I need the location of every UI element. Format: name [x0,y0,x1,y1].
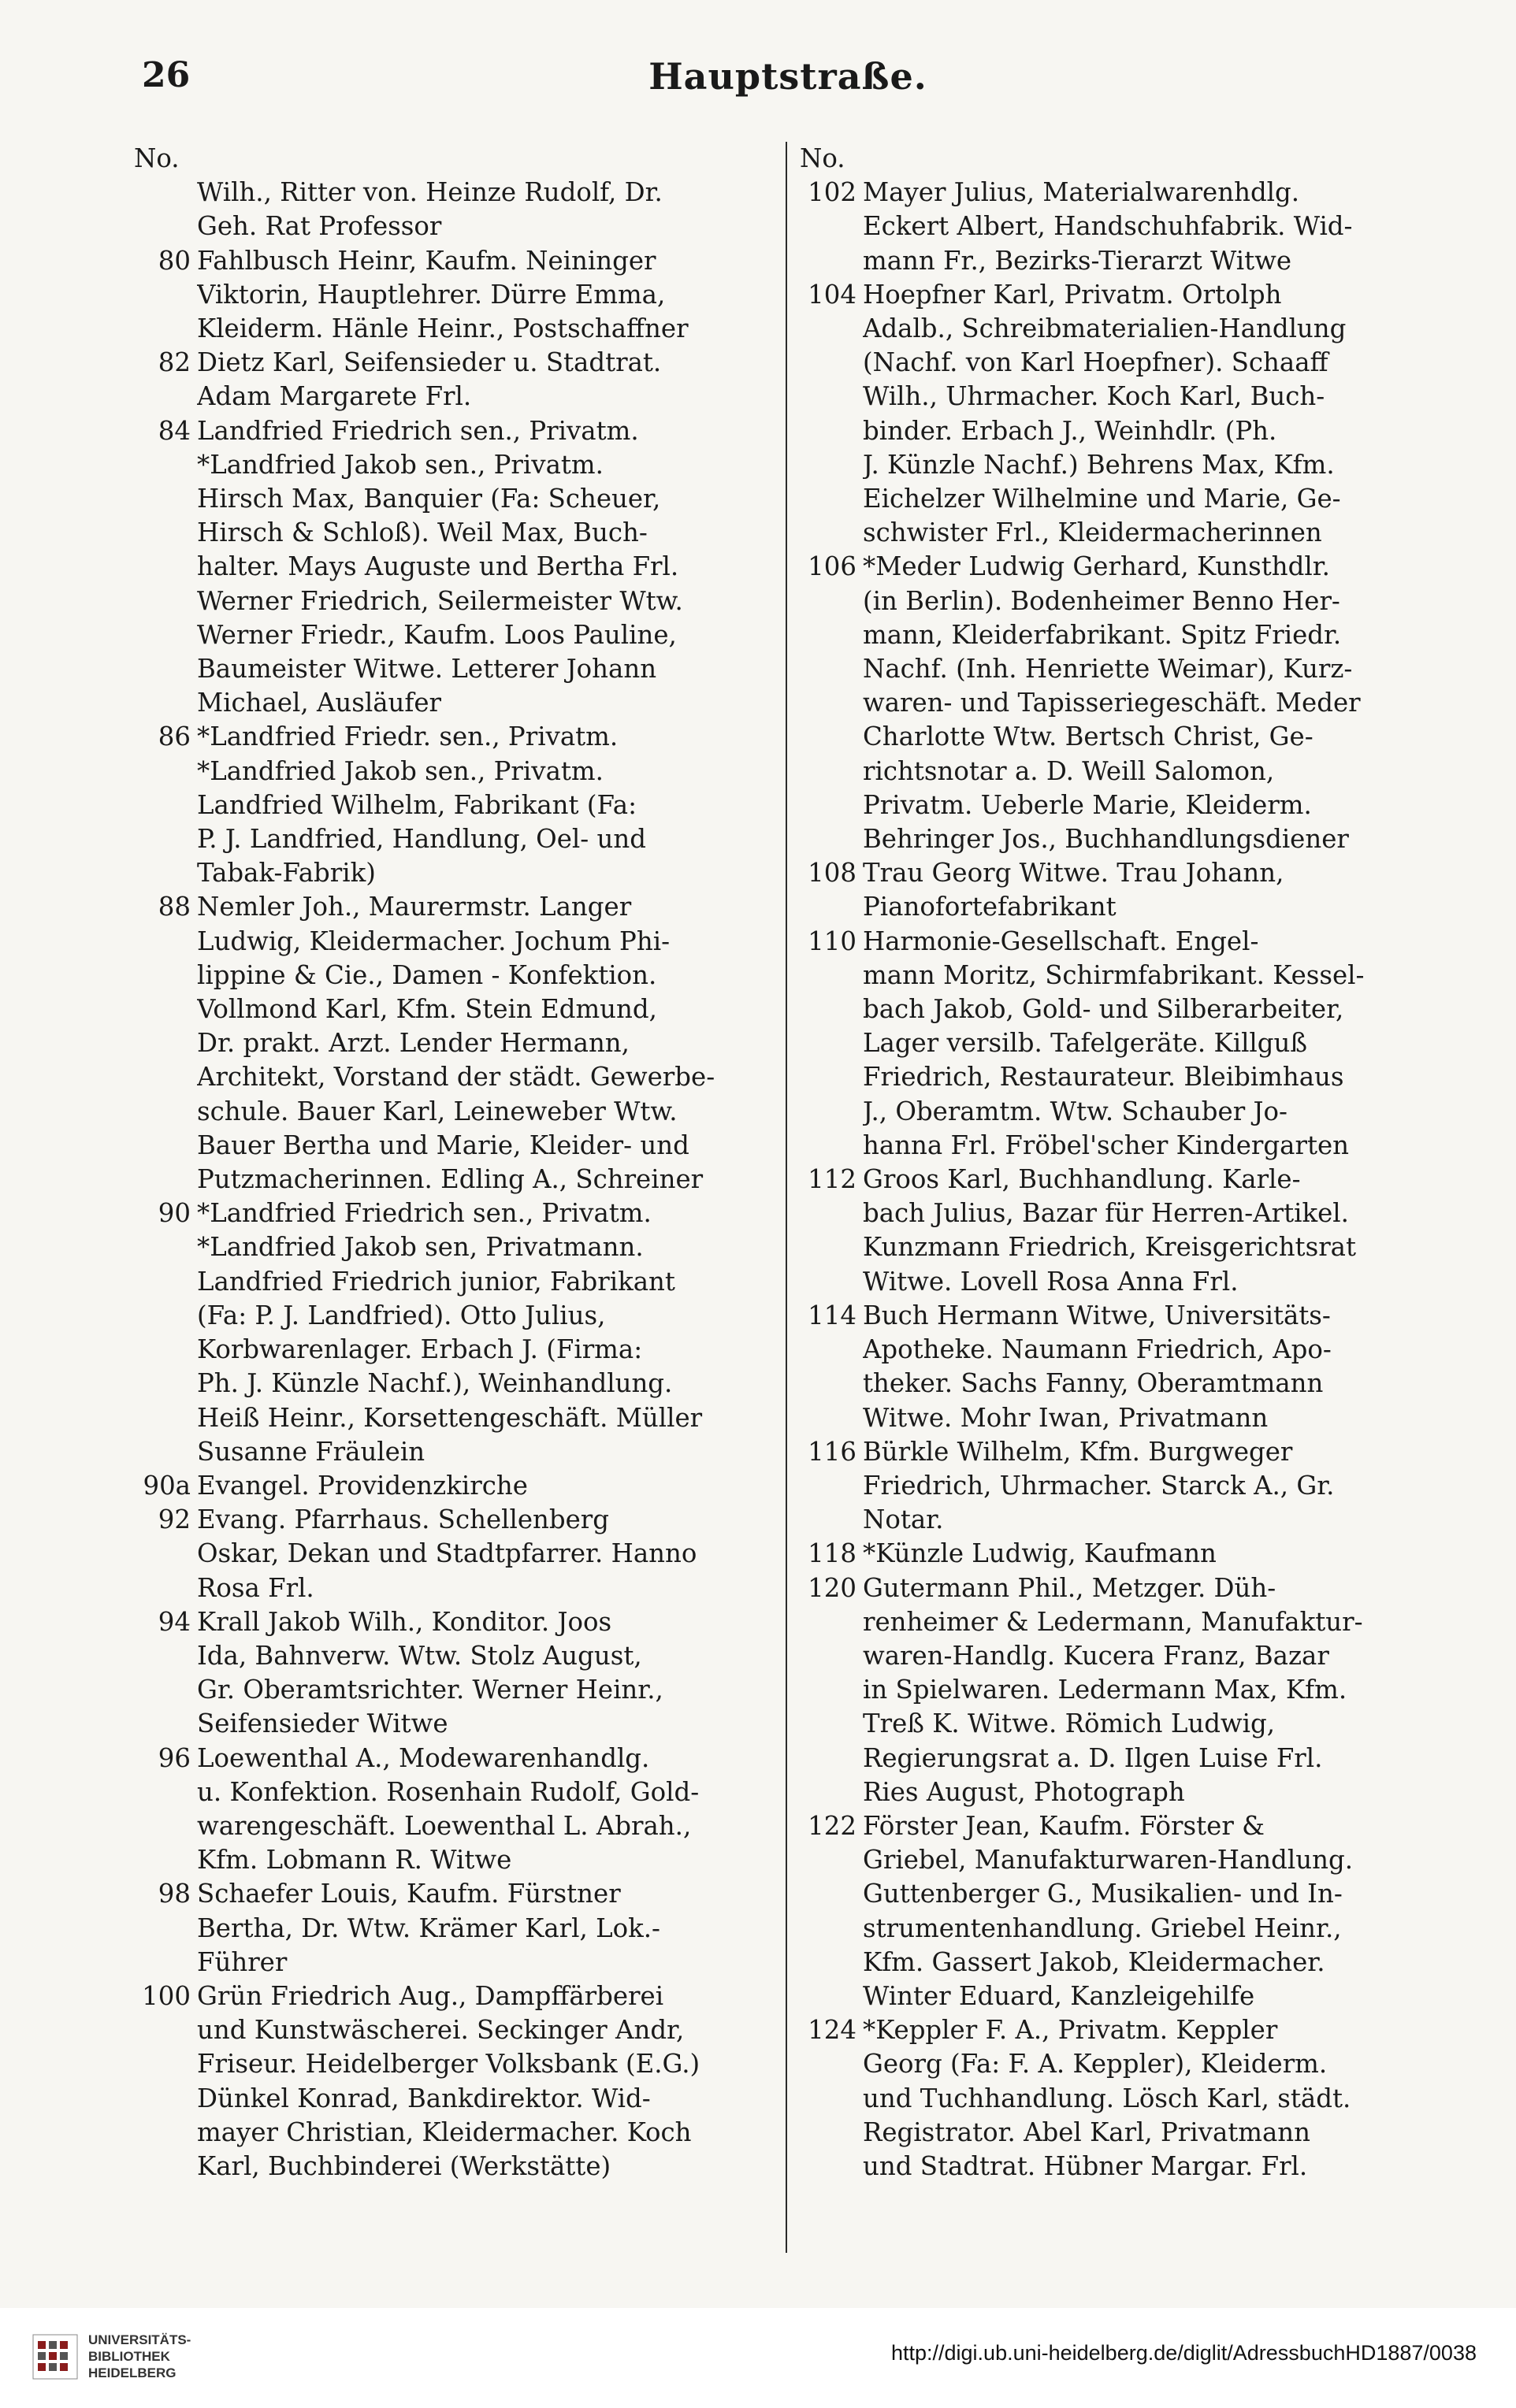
entry-line: (Nachf. von Karl Hoepfner). Schaaff [863,347,1328,378]
entry-line: Ludwig, Kleidermacher. Jochum Phi- [197,926,671,956]
entry-line: Hirsch Max, Banquier (Fa: Scheuer, [197,484,661,514]
entry-line: bach Jakob, Gold- und Silberarbeiter, [863,994,1344,1025]
entry-line: J. Künzle Nachf.) Behrens Max, Kfm. [863,449,1335,480]
entry-line: Winter Eduard, Kanzleigehilfe [863,1980,1255,2011]
entry-line: Bürkle Wilhelm, Kfm. Burgweger [863,1436,1293,1467]
house-number: 90 [158,1198,191,1229]
entry-line: Rosa Frl. [197,1572,314,1603]
entry-line: Dr. prakt. Arzt. Lender Hermann, [197,1028,630,1059]
entry-line: Krall Jakob Wilh., Konditor. Joos [197,1606,612,1637]
entry-line: richtsnotar a. D. Weill Salomon, [863,755,1275,786]
entry-line: schwister Frl., Kleidermacherinnen [863,518,1322,548]
entry-line: Kleiderm. Hänle Heinr., Postschaffner [197,314,689,343]
library-name-line: HEIDELBERG [88,2365,176,2380]
house-number: 88 [158,892,191,922]
house-number: 90a [143,1470,191,1501]
directory-entry [134,176,764,243]
directory-entry [800,176,1430,278]
entry-line: strumentenhandlung. Griebel Heinr., [863,1913,1342,1943]
entry-line: in Spielwaren. Ledermann Max, Kfm. [863,1675,1347,1705]
entry-line: (Fa: P. J. Landfried). Otto Julius, [197,1300,606,1330]
house-number: 106 [808,551,856,582]
entry-line: Eckert Albert, Handschuhfabrik. Wid- [863,211,1353,242]
entry-line: Architekt, Vorstand der städt. Gewerbe- [197,1062,715,1093]
entry-line: Harmonie-Gesellschaft. Engel- [863,926,1259,956]
entry-line: halter. Mays Auguste und Bertha Frl. [197,551,679,582]
entry-line: Adalb., Schreibmaterialien-Handlung [863,314,1347,343]
directory-entry [134,1742,764,1878]
entry-line: Hirsch & Schloß). Weil Max, Buch- [197,518,648,548]
entry-line: warengeschäft. Loewenthal L. Abrah., [197,1810,692,1841]
entry-line: Korbwarenlager. Erbach J. (Firma: [197,1334,643,1365]
entry-line: Friseur. Heidelberger Volksbank (E.G.) [197,2049,700,2080]
house-number: 92 [158,1505,191,1535]
entry-line: Karl, Buchbinderei (Werkstätte) [197,2150,611,2181]
directory-entry [800,278,1430,551]
entry-line: Bauer Bertha und Marie, Kleider- und [197,1130,689,1160]
entry-line: Schaefer Louis, Kaufm. Fürstner [197,1879,621,1909]
directory-entry [134,346,764,414]
house-number: 84 [158,415,191,446]
house-number: 116 [808,1436,856,1467]
entry-line: Viktorin, Hauptlehrer. Dürre Emma, [197,279,666,310]
entry-line: Tabak-Fabrik) [197,858,376,889]
entry-line: Lager versilb. Tafelgeräte. Killguß [863,1028,1308,1059]
entry-line: *Meder Ludwig Gerhard, Kunsthdlr. [863,551,1330,582]
house-number: 94 [158,1606,191,1637]
entry-line: Guttenberger G., Musikalien- und In- [863,1879,1343,1909]
house-number: 112 [808,1164,856,1195]
page-header [142,55,1434,110]
entry-line: und Kunstwäscherei. Seckinger Andr, [197,2015,685,2046]
entry-line: und Stadtrat. Hübner Margar. Frl. [863,2150,1308,2181]
entry-line: mann, Kleiderfabrikant. Spitz Friedr. [863,619,1342,650]
house-number: 96 [158,1742,191,1773]
entry-line: *Landfried Friedrich sen., Privatm. [197,1198,652,1229]
running-head: Hauptstraße. [648,55,927,98]
entry-line: schule. Bauer Karl, Leineweber Wtw. [197,1096,678,1126]
house-number: 102 [808,177,856,208]
entry-line: mayer Christian, Kleidermacher. Koch [197,2117,692,2147]
house-number: 120 [808,1572,856,1603]
entry-line: mann Moritz, Schirmfabrikant. Kessel- [863,959,1365,990]
entry-line: (in Berlin). Bodenheimer Benno Her- [863,585,1340,616]
directory-entry [800,1299,1430,1435]
house-number: 100 [142,1980,191,2011]
entry-line: waren- und Tapisseriegeschäft. Meder [863,688,1361,718]
directory-entry [800,1809,1430,2013]
entry-line: Witwe. Mohr Iwan, Privatmann [863,1402,1269,1433]
right-column-heading: No. [800,143,845,173]
house-number: 104 [808,279,856,310]
house-number: 114 [808,1300,856,1330]
entry-line: Landfried Friedrich sen., Privatm. [197,415,639,446]
entry-line: *Keppler F. A., Privatm. Keppler [863,2015,1278,2046]
entry-line: J., Oberamtm. Wtw. Schauber Jo- [863,1096,1287,1126]
entry-line: Georg (Fa: F. A. Keppler), Kleiderm. [863,2049,1328,2080]
entry-line: Werner Friedr., Kaufm. Loos Pauline, [197,619,677,650]
entry-line: binder. Erbach J., Weinhdlr. (Ph. [863,415,1277,446]
entry-line: Charlotte Wtw. Bertsch Christ, Ge- [863,722,1313,752]
left-entries [134,176,764,2184]
university-library-logo-icon [32,2333,79,2380]
directory-entry [800,1571,1430,1809]
entry-line: Gr. Oberamtsrichter. Werner Heinr., [197,1675,663,1705]
entry-line: Griebel, Manufakturwaren-Handlung. [863,1845,1353,1876]
directory-entry [800,2013,1430,2184]
entry-line: Vollmond Karl, Kfm. Stein Edmund, [197,994,657,1025]
entry-line: Ph. J. Künzle Nachf.), Weinhandlung. [197,1368,673,1399]
directory-entry [134,890,764,1197]
entry-line: Witwe. Lovell Rosa Anna Frl. [863,1266,1239,1297]
house-number: 86 [158,722,191,752]
entry-line: Landfried Friedrich junior, Fabrikant [197,1266,675,1297]
entry-line: waren-Handlg. Kucera Franz, Bazar [863,1640,1329,1671]
entry-line: Wilh., Ritter von. Heinze Rudolf, Dr. [197,177,663,208]
entry-line: Apotheke. Naumann Friedrich, Apo- [863,1334,1332,1365]
library-name [88,2332,191,2381]
directory-entry [134,244,764,347]
entry-line: *Landfried Jakob sen., Privatm. [197,449,604,480]
house-number: 122 [808,1810,856,1841]
entry-line: Behringer Jos., Buchhandlungsdiener [863,824,1349,855]
entry-line: Evang. Pfarrhaus. Schellenberg [197,1505,609,1535]
house-number: 124 [808,2015,856,2046]
library-name-line: BIBLIOTHEK [88,2349,170,2364]
entry-line: renheimer & Ledermann, Manufaktur- [863,1606,1363,1637]
directory-entry [134,1877,764,1979]
entry-line: Werner Friedrich, Seilermeister Wtw. [197,585,683,616]
entry-line: P. J. Landfried, Handlung, Oel- und [197,824,646,855]
entry-line: Mayer Julius, Materialwarenhdlg. [863,177,1300,208]
entry-line: und Tuchhandlung. Lösch Karl, städt. [863,2083,1351,2113]
entry-line: Friedrich, Uhrmacher. Starck A., Gr. [863,1470,1335,1501]
column-divider [786,142,787,2253]
directory-entry [800,550,1430,856]
entry-line: *Künzle Ludwig, Kaufmann [863,1538,1217,1569]
entry-line: Michael, Ausläufer [197,688,442,718]
directory-entry [134,414,764,721]
house-number: 110 [808,926,856,956]
entry-line: bach Julius, Bazar für Herren-Artikel. [863,1198,1349,1229]
entry-line: Oskar, Dekan und Stadtpfarrer. Hanno [197,1538,697,1569]
entry-line: Geh. Rat Professor [197,211,442,242]
left-column [134,142,764,2184]
entry-line: Privatm. Ueberle Marie, Kleiderm. [863,789,1312,820]
directory-entry [134,1605,764,1742]
directory-entry [800,1163,1430,1299]
directory-entry [800,1435,1430,1538]
entry-line: Putzmacherinnen. Edling A., Schreiner [197,1164,704,1195]
entry-line: Treß K. Witwe. Römich Ludwig, [863,1709,1276,1739]
house-number: 98 [158,1879,191,1909]
entry-line: Ida, Bahnverw. Wtw. Stolz August, [197,1640,642,1671]
entry-line: Loewenthal A., Modewarenhandlg. [197,1742,650,1773]
entry-line: theker. Sachs Fanny, Oberamtmann [863,1368,1324,1399]
entry-line: Adam Margarete Frl. [197,381,472,412]
entry-line: Baumeister Witwe. Letterer Johann [197,654,657,685]
entry-line: Pianofortefabrikant [863,892,1117,922]
entry-line: Wilh., Uhrmacher. Koch Karl, Buch- [863,381,1325,412]
entry-line: Grün Friedrich Aug., Dampffärberei [197,1980,664,2011]
entry-line: lippine & Cie., Damen - Konfektion. [197,959,657,990]
entry-line: Dünkel Konrad, Bankdirektor. Wid- [197,2083,651,2113]
entry-line: Hoepfner Karl, Privatm. Ortolph [863,279,1282,310]
entry-line: Fahlbusch Heinr, Kaufm. Neininger [197,245,656,276]
entry-line: u. Konfektion. Rosenhain Rudolf, Gold- [197,1776,700,1807]
entry-line: Eichelzer Wilhelmine und Marie, Ge- [863,484,1341,514]
directory-entry [800,925,1430,1163]
entry-line: Nachf. (Inh. Henriette Weimar), Kurz- [863,654,1353,685]
entry-line: *Landfried Friedr. sen., Privatm. [197,722,619,752]
entry-line: Registrator. Abel Karl, Privatmann [863,2117,1311,2147]
entry-line: Kfm. Gassert Jakob, Kleidermacher. [863,1946,1325,1977]
directory-entry [134,1979,764,2184]
source-url-link[interactable]: http://digi.ub.uni-heidelberg.de/diglit/AdressbuchHD1887/0038 [890,2341,1477,2365]
directory-entry [800,856,1430,924]
entry-line: Seifensieder Witwe [197,1709,448,1739]
directory-entry [134,1197,764,1469]
left-column-heading: No. [134,143,180,173]
directory-entry [800,1537,1430,1571]
entry-line: Groos Karl, Buchhandlung. Karle- [863,1164,1301,1195]
entry-line: Führer [197,1946,288,1977]
house-number: 108 [808,858,856,889]
house-number: 118 [808,1538,856,1569]
directory-entry [134,1503,764,1605]
entry-line: Nemler Joh., Maurermstr. Langer [197,892,632,922]
library-name-line: UNIVERSITÄTS- [88,2332,191,2347]
right-column [800,142,1430,2184]
entry-line: *Landfried Jakob sen, Privatmann. [197,1232,644,1263]
entry-line: Notar. [863,1505,944,1535]
entry-line: Friedrich, Restaurateur. Bleibimhaus [863,1062,1344,1093]
entry-line: Regierungsrat a. D. Ilgen Luise Frl. [863,1742,1323,1773]
entry-line: hanna Frl. Fröbel'scher Kindergarten [863,1130,1349,1160]
house-number: 82 [158,347,191,378]
entry-line: mann Fr., Bezirks-Tierarzt Witwe [863,245,1292,276]
footer-bar [0,2308,1516,2408]
page-number: 26 [142,55,191,95]
entry-line: Kunzmann Friedrich, Kreisgerichtsrat [863,1232,1357,1263]
entry-line: Gutermann Phil., Metzger. Düh- [863,1572,1276,1603]
entry-line: Trau Georg Witwe. Trau Johann, [863,858,1284,889]
directory-entry [134,720,764,890]
entry-line: Buch Hermann Witwe, Universitäts- [863,1300,1331,1330]
entry-line: Heiß Heinr., Korsettengeschäft. Müller [197,1402,703,1433]
entry-line: Förster Jean, Kaufm. Förster & [863,1810,1265,1841]
entry-line: Susanne Fräulein [197,1436,425,1467]
entry-line: Dietz Karl, Seifensieder u. Stadtrat. [197,347,662,378]
entry-line: Bertha, Dr. Wtw. Krämer Karl, Lok.- [197,1913,660,1943]
entry-line: Landfried Wilhelm, Fabrikant (Fa: [197,789,637,820]
house-number: 80 [158,245,191,276]
entry-line: Kfm. Lobmann R. Witwe [197,1845,512,1876]
entry-line: *Landfried Jakob sen., Privatm. [197,755,604,786]
entry-line: Evangel. Providenzkirche [197,1470,528,1501]
right-entries [800,176,1430,2184]
entry-line: Ries August, Photograph [863,1776,1185,1807]
directory-entry [134,1469,764,1503]
